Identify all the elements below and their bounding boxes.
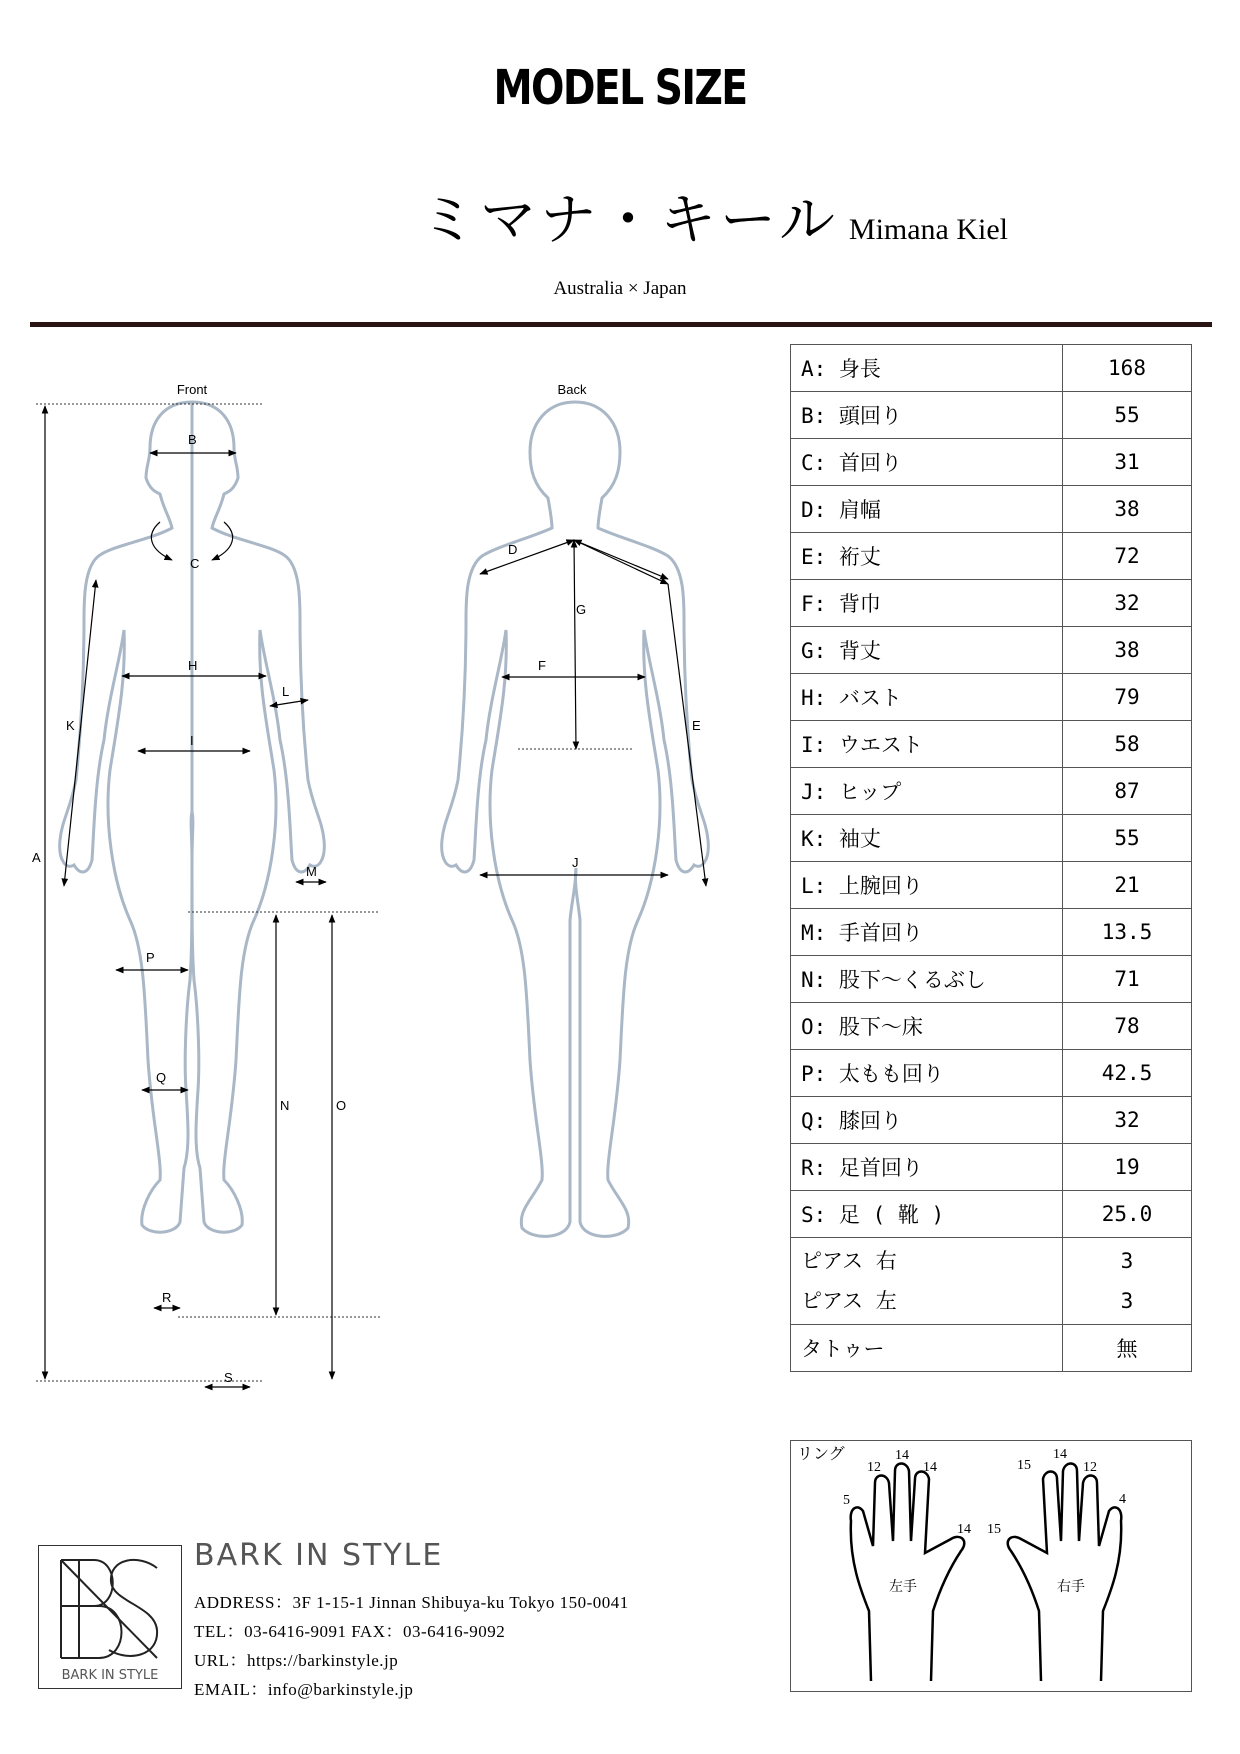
measurement-label: M: 手首回り (791, 909, 1063, 956)
ring-size-panel (790, 1440, 1192, 1692)
right-hand-outline (1008, 1464, 1122, 1682)
agency-tel-fax: TEL：03-6416-9091 FAX：03-6416-9092 (194, 1622, 506, 1641)
measurement-label: F: 背巾 (791, 580, 1063, 627)
measurement-row (791, 862, 1192, 909)
agency-name: BARK IN STYLE (194, 1538, 444, 1573)
tattoo-value: 無 (1063, 1325, 1192, 1372)
model-name-en: Mimana Kiel (848, 213, 1009, 246)
measurement-value: 168 (1063, 345, 1192, 392)
measurement-label: R: 足首回り (791, 1144, 1063, 1191)
measurement-label: H: バスト (791, 674, 1063, 721)
measurement-row (791, 533, 1192, 580)
left-index-size: 14 (923, 1460, 937, 1475)
measurement-value: 87 (1063, 768, 1192, 815)
left-ring-size: 12 (867, 1460, 881, 1475)
measurement-value: 32 (1063, 1097, 1192, 1144)
piercing-row (791, 1238, 1192, 1325)
tattoo-row (791, 1325, 1192, 1372)
letter-C: C (190, 556, 200, 571)
model-name (420, 176, 1008, 256)
model-name-jp: ミマナ・キール (420, 188, 839, 253)
measurement-value: 19 (1063, 1144, 1192, 1191)
right-hand-label: 右手 (1057, 1580, 1085, 1595)
measurement-row (791, 1050, 1192, 1097)
piercing-left-value: 3 (1120, 1289, 1134, 1313)
agency-address: ADDRESS：3F 1-15-1 Jinnan Shibuya-ku Tokyo 150-0041 (194, 1593, 629, 1612)
measurement-value: 55 (1063, 815, 1192, 862)
measurement-value: 25.0 (1063, 1191, 1192, 1238)
letter-A: A (32, 850, 41, 865)
logo-caption: BARK IN STYLE (61, 1668, 159, 1683)
left-thumb-size: 14 (957, 1522, 971, 1537)
measurement-row (791, 392, 1192, 439)
agency-url[interactable]: URL：https://barkinstyle.jp (194, 1651, 399, 1670)
measurement-row (791, 439, 1192, 486)
measurement-row (791, 815, 1192, 862)
piercing-right-label: ピアス 右 (801, 1249, 897, 1273)
measurement-value: 13.5 (1063, 909, 1192, 956)
page-title: MODEL SIZE (493, 60, 747, 116)
letter-H: H (188, 658, 198, 673)
letter-D: D (508, 542, 518, 557)
right-index-size: 15 (1017, 1458, 1031, 1473)
letter-N: N (280, 1098, 290, 1113)
letter-O: O (336, 1098, 347, 1113)
letter-Q: Q (156, 1070, 167, 1085)
measurement-row (791, 768, 1192, 815)
measurement-row (791, 345, 1192, 392)
measurement-value: 38 (1063, 486, 1192, 533)
measurement-row (791, 1003, 1192, 1050)
measurement-letters (32, 432, 701, 1385)
left-middle-size: 14 (895, 1448, 909, 1463)
measurement-value: 55 (1063, 392, 1192, 439)
measurement-row (791, 627, 1192, 674)
left-hand-outline (851, 1464, 965, 1682)
letter-F: F (538, 658, 546, 673)
tattoo-label: タトゥー (791, 1325, 1063, 1372)
measurement-label: I: ウエスト (791, 721, 1063, 768)
measurement-row (791, 909, 1192, 956)
measurement-value: 72 (1063, 533, 1192, 580)
measurement-label: Q: 膝回り (791, 1097, 1063, 1144)
measurement-label: N: 股下～くるぶし (791, 956, 1063, 1003)
front-label: Front (176, 382, 208, 397)
measurement-arrows (45, 406, 706, 1387)
measurement-value: 21 (1063, 862, 1192, 909)
measurement-label: E: 裄丈 (791, 533, 1063, 580)
header-divider (30, 322, 1212, 327)
measurement-label: S: 足 ( 靴 ) (791, 1191, 1063, 1238)
measurement-row (791, 721, 1192, 768)
letter-I: I (190, 733, 194, 748)
letter-J: J (572, 855, 579, 870)
model-origin: Australia × Japan (553, 278, 687, 299)
measurement-row (791, 486, 1192, 533)
measurement-value: 31 (1063, 439, 1192, 486)
right-middle-size: 14 (1053, 1447, 1067, 1462)
measurement-table (790, 344, 1192, 1372)
left-pinky-size: 5 (843, 1493, 850, 1508)
measurement-row (791, 580, 1192, 627)
letter-P: P (146, 950, 155, 965)
measurement-value: 78 (1063, 1003, 1192, 1050)
measurement-value: 42.5 (1063, 1050, 1192, 1097)
letter-G: G (576, 602, 587, 617)
measurement-label: A: 身長 (791, 345, 1063, 392)
letter-M: M (306, 864, 317, 879)
measurement-label: O: 股下～床 (791, 1003, 1063, 1050)
back-silhouette (442, 402, 709, 1236)
measurement-label: L: 上腕回り (791, 862, 1063, 909)
ring-label: リング (797, 1444, 845, 1463)
measurement-label: K: 袖丈 (791, 815, 1063, 862)
measurement-row (791, 1191, 1192, 1238)
piercing-right-value: 3 (1120, 1249, 1134, 1273)
piercing-left-label: ピアス 左 (801, 1289, 897, 1313)
letter-S: S (224, 1370, 233, 1385)
body-measurement-diagram (0, 360, 790, 1410)
right-ring-size: 12 (1083, 1460, 1097, 1475)
back-label: Back (557, 382, 587, 397)
agency-logo (38, 1545, 182, 1689)
measurement-value: 38 (1063, 627, 1192, 674)
letter-K: K (66, 718, 75, 733)
measurement-label: G: 背丈 (791, 627, 1063, 674)
measurement-value: 58 (1063, 721, 1192, 768)
guide-lines (36, 404, 632, 1381)
measurement-row (791, 1097, 1192, 1144)
agency-email[interactable]: EMAIL：info@barkinstyle.jp (194, 1680, 414, 1699)
measurement-label: B: 頭回り (791, 392, 1063, 439)
letter-E: E (692, 718, 701, 733)
left-hand-label: 左手 (889, 1580, 917, 1595)
right-pinky-size: 4 (1119, 1492, 1126, 1507)
letter-B: B (188, 432, 197, 447)
measurement-value: 71 (1063, 956, 1192, 1003)
measurement-row (791, 956, 1192, 1003)
measurement-label: C: 首回り (791, 439, 1063, 486)
measurement-row (791, 674, 1192, 721)
measurement-label: P: 太もも回り (791, 1050, 1063, 1097)
measurement-label: D: 肩幅 (791, 486, 1063, 533)
measurement-label: J: ヒップ (791, 768, 1063, 815)
bs-monogram-logo (39, 1546, 181, 1688)
measurement-row (791, 1144, 1192, 1191)
right-thumb-size: 15 (987, 1522, 1001, 1537)
letter-L: L (282, 684, 290, 699)
letter-R: R (162, 1290, 172, 1305)
hands-diagram (791, 1441, 1191, 1691)
measurement-value: 79 (1063, 674, 1192, 721)
measurement-value: 32 (1063, 580, 1192, 627)
